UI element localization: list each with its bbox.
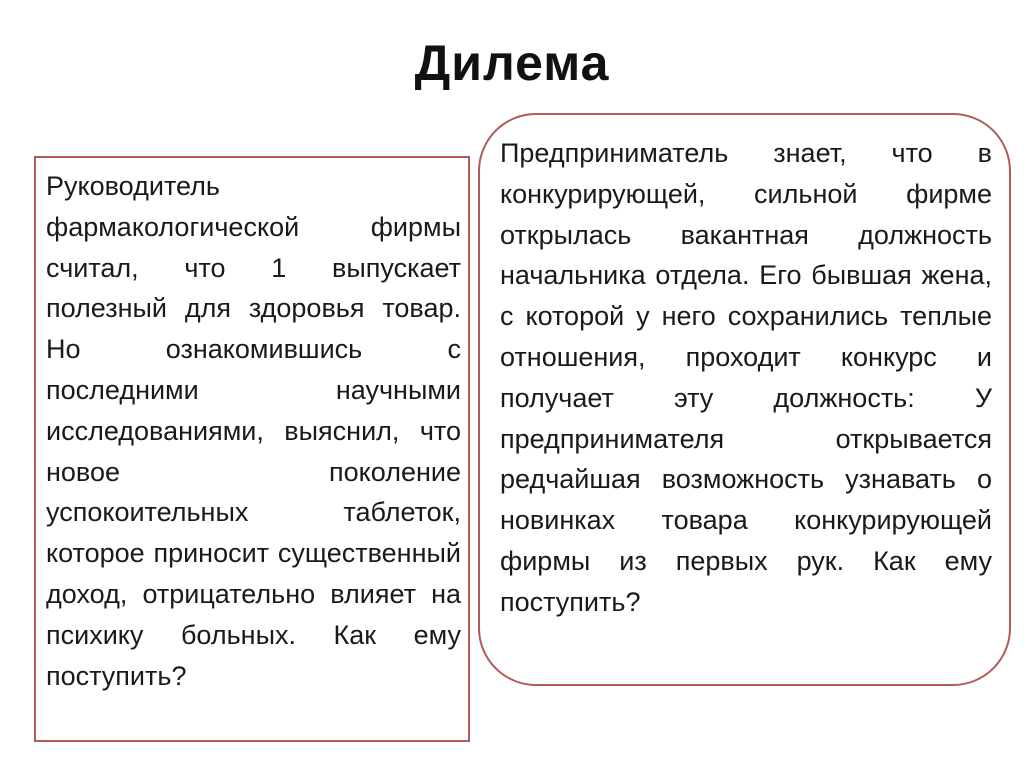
left-case-text: Руководитель фармакологической фирмы считал, что 1 выпускает полезный для здоровья товар. Но ознакомившись с последними научными исследованиями, выяснил, что новое поколение успокоительных таблеток, которое приносит существенный доход, отрицательно влияет на психику больных. Как ему поступить? bbox=[46, 171, 461, 691]
slide-title: Дилема bbox=[414, 35, 610, 91]
right-case-text: Предприниматель знает, что в конкурирующей, сильной фирме открылась вакантная должность начальника отдела. Его бывшая жена, с которой у него сохранились теплые отношения, проходит конкурс и получает эту должность: У предпринимателя открывается редчайшая возможность узнавать о новинках товара конкурирующей фирмы из первых рук. Как ему поступить? bbox=[500, 138, 992, 617]
